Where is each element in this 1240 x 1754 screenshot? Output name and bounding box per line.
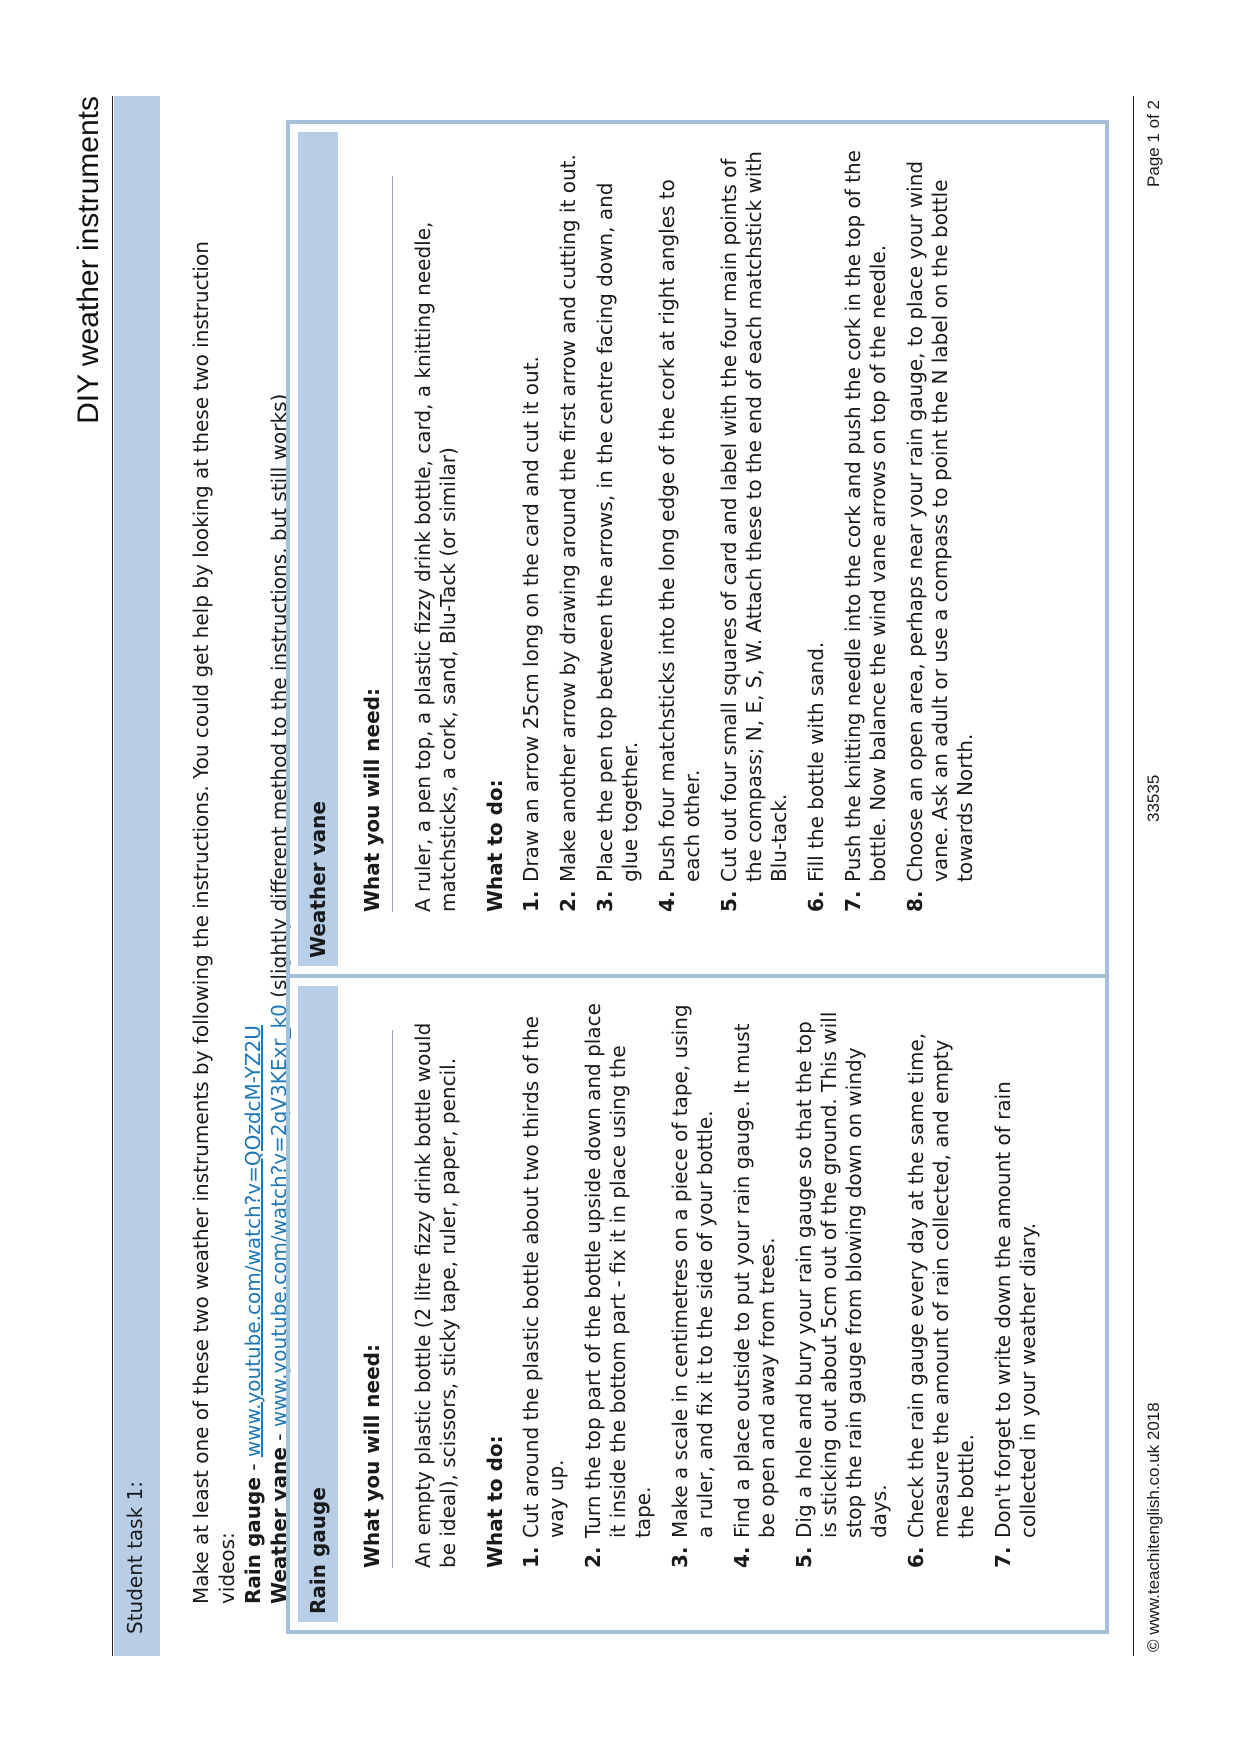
step-item bbox=[903, 148, 978, 912]
page-title: DIY weather instruments bbox=[72, 96, 105, 424]
step-text: Push four matchsticks into the long edge of the cork at right angles to each other. bbox=[655, 179, 704, 882]
step-item bbox=[991, 1002, 1041, 1568]
step-number: 6. bbox=[904, 1546, 928, 1568]
step-number: 7. bbox=[841, 890, 865, 912]
step-item bbox=[717, 148, 792, 912]
page-number: Page 1 of 2 bbox=[1144, 100, 1163, 187]
weather-vane-column bbox=[290, 124, 1105, 974]
step-text: Push the knitting needle into the cork and push the cork in the top of the bottle. Now balance the wind vane arrows on top of the needle. bbox=[841, 150, 890, 882]
step-text: Place the pen top between the arrows, in the centre facing down, and glue together. bbox=[593, 182, 642, 882]
rain-gauge-need-heading: What you will need: bbox=[360, 1030, 393, 1568]
rain-gauge-column bbox=[290, 974, 1105, 1630]
step-item bbox=[655, 148, 705, 912]
step-number: 6. bbox=[804, 890, 828, 912]
rain-gauge-heading: Rain gauge bbox=[298, 986, 338, 1622]
weather-vane-heading: Weather vane bbox=[298, 132, 338, 966]
weather-vane-video-link[interactable]: www.youtube.com/watch?v=2qV3KExr_k0 bbox=[267, 1004, 291, 1428]
step-number: 5. bbox=[717, 890, 741, 912]
intro-line: Make at least one of these two weather instruments by following the instructions. You could get help by looking at these two instruction videos: bbox=[189, 241, 239, 1604]
page-header bbox=[60, 96, 113, 1656]
rain-gauge-label: Rain gauge bbox=[241, 1477, 265, 1604]
separator: - bbox=[241, 1457, 265, 1478]
step-item bbox=[668, 1002, 718, 1568]
copyright: © www.teachitenglish.co.uk 2018 bbox=[1144, 1402, 1163, 1652]
step-item bbox=[792, 1002, 892, 1568]
task-bar bbox=[114, 96, 160, 1656]
step-item bbox=[519, 148, 544, 912]
step-text: Don't forget to write down the amount of rain collected in your weather diary. bbox=[991, 1081, 1040, 1538]
step-item bbox=[904, 1002, 979, 1568]
step-number: 5. bbox=[792, 1546, 816, 1568]
step-number: 2. bbox=[556, 890, 580, 912]
step-text: Fill the bottle with sand. bbox=[804, 641, 828, 882]
step-number: 7. bbox=[991, 1546, 1015, 1568]
rain-gauge-need-text: An empty plastic bottle (2 litre fizzy drink bottle would be ideal), scissors, sticky tape, ruler, paper, pencil. bbox=[411, 1022, 460, 1568]
separator: - bbox=[267, 1427, 291, 1448]
step-number: 3. bbox=[593, 890, 617, 912]
step-text: Cut out four small squares of card and label with the four main points of the compass; N, E, S, W. Attach these to the end of each matchstick with Blu-tack. bbox=[717, 151, 791, 882]
step-text: Make a scale in centimetres on a piece of tape, using a ruler, and fix it to the side of your bottle. bbox=[668, 1004, 717, 1538]
step-item bbox=[730, 1002, 780, 1568]
step-number: 1. bbox=[519, 1546, 543, 1568]
rain-gauge-video-line bbox=[240, 204, 266, 1604]
weather-vane-label: Weather vane bbox=[267, 1447, 291, 1604]
step-text: Turn the top part of the bottle upside down and place it inside the bottom part - fix it in place using the tape. bbox=[581, 1003, 655, 1538]
step-item bbox=[804, 148, 829, 912]
step-text: Find a place outside to put your rain gauge. It must be open and away from trees. bbox=[730, 1023, 779, 1538]
step-number: 2. bbox=[581, 1546, 605, 1568]
step-number: 4. bbox=[655, 890, 679, 912]
step-number: 8. bbox=[903, 890, 927, 912]
step-number: 4. bbox=[730, 1546, 754, 1568]
step-item bbox=[581, 1002, 656, 1568]
resource-code: 33535 bbox=[1144, 774, 1163, 822]
step-text: Cut around the plastic bottle about two thirds of the way up. bbox=[519, 1016, 568, 1538]
instruments-panel bbox=[286, 120, 1109, 1634]
step-number: 1. bbox=[519, 890, 543, 912]
weather-vane-need-heading: What you will need: bbox=[360, 176, 393, 912]
step-text: Choose an open area, perhaps near your rain gauge, to place your wind vane. Ask an adult or use a compass to point the N label on the bottle towards North. bbox=[903, 160, 977, 882]
rain-gauge-todo-heading: What to do: bbox=[483, 1435, 507, 1568]
step-number: 3. bbox=[668, 1546, 692, 1568]
step-text: Make another arrow by drawing around the first arrow and cutting it out. bbox=[556, 154, 580, 882]
weather-vane-todo-heading: What to do: bbox=[483, 779, 507, 912]
intro-text bbox=[188, 204, 292, 1604]
step-item bbox=[593, 148, 643, 912]
step-item bbox=[841, 148, 891, 912]
weather-vane-need-text: A ruler, a pen top, a plastic fizzy drink bottle, card, a knitting needle, matchsticks, a cork, sand, Blu-Tack (or similar) bbox=[411, 221, 460, 912]
weather-vane-note: (slightly different method to the instructions, but still works) bbox=[267, 393, 291, 1005]
step-item bbox=[556, 148, 581, 912]
weather-vane-steps bbox=[519, 148, 978, 912]
step-text: Check the rain gauge every day at the same time, measure the amount of rain collected, and empty the bottle. bbox=[904, 1032, 978, 1538]
step-item bbox=[519, 1002, 569, 1568]
rain-gauge-steps bbox=[519, 1002, 1041, 1568]
step-text: Draw an arrow 25cm long on the card and cut it out. bbox=[519, 356, 543, 882]
task-label: Student task 1: bbox=[123, 1480, 147, 1634]
page-footer bbox=[1133, 96, 1174, 1656]
step-text: Dig a hole and bury your rain gauge so that the top is sticking out about 5cm out of the ground. This will stop the rain gauge from blowing down on windy days. bbox=[792, 1011, 891, 1538]
rain-gauge-video-link[interactable]: www.youtube.com/watch?v=QOzdcM-YZ2U bbox=[241, 1025, 265, 1458]
